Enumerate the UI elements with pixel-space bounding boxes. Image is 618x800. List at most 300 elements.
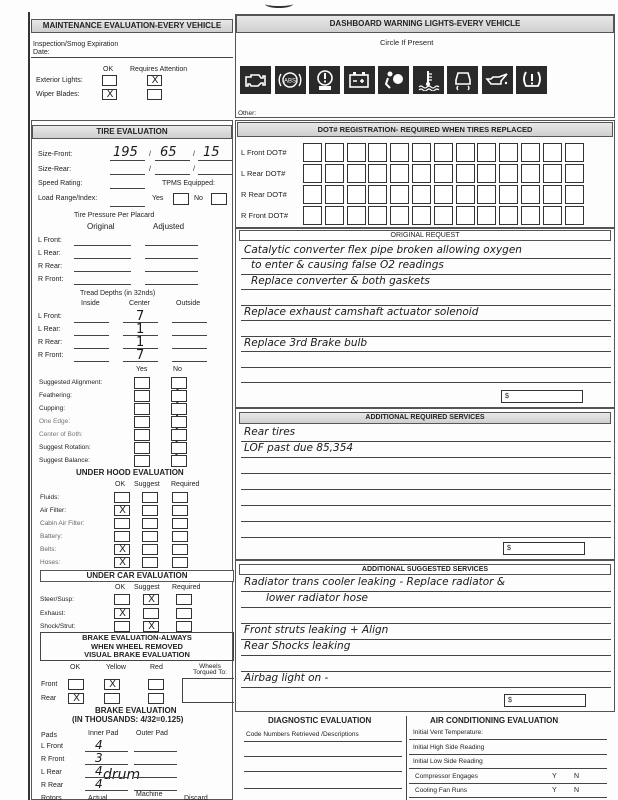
divider (31, 57, 233, 58)
ac-row-field[interactable] (409, 783, 607, 784)
suggested-rule[interactable] (241, 607, 611, 608)
hood-required-checkbox[interactable] (172, 518, 188, 529)
check-engine-icon[interactable] (240, 66, 271, 94)
dot-digit-box[interactable] (499, 143, 518, 162)
under-car-col-suggest: Suggest (134, 584, 160, 591)
x-mark: X (119, 607, 126, 619)
dot-row-label: R Rear DOT# (241, 190, 287, 199)
required-rule[interactable] (241, 457, 611, 458)
tpms-label: TPMS Equipped: (162, 180, 215, 187)
brake-warning-icon[interactable] (309, 66, 340, 94)
request-amount-field[interactable] (501, 390, 583, 403)
tread-position-label: L Front: (38, 313, 62, 320)
diagnostic-header: DIAGNOSTIC EVALUATION (268, 716, 372, 725)
request-rule[interactable] (241, 367, 611, 368)
inner-pad-value: 4 (95, 777, 103, 791)
dot-digit-box[interactable] (434, 164, 453, 183)
additional-required-header: ADDITIONAL REQUIRED SERVICES (239, 412, 611, 424)
dot-digit-box[interactable] (303, 143, 322, 162)
tread-inside-field[interactable] (74, 322, 109, 323)
car-suggest-checkbox[interactable] (143, 594, 159, 605)
condition-yes-checkbox[interactable] (134, 455, 150, 467)
x-mark: X (119, 505, 126, 516)
car-item-label: Exhaust: (40, 609, 66, 617)
hood-required-checkbox[interactable] (172, 505, 188, 516)
ac-no-option[interactable]: N (574, 787, 580, 794)
airbag-icon[interactable] (378, 66, 409, 94)
hood-suggest-checkbox[interactable] (142, 544, 158, 555)
dot-digit-box[interactable] (543, 143, 562, 162)
car-required-checkbox[interactable] (176, 621, 192, 632)
condition-label: Center of Both: (39, 431, 83, 438)
wiper-blades-ok-checkbox[interactable] (102, 89, 117, 100)
actual-label: Actual (88, 795, 108, 800)
condition-label: Suggest Balance: (39, 457, 90, 464)
diagnostic-subtitle: Code Numbers Retrieved /Descriptions (246, 731, 359, 738)
request-rule[interactable] (241, 289, 611, 290)
hood-suggest-checkbox[interactable] (142, 557, 158, 568)
dot-digit-box[interactable] (434, 206, 453, 225)
under-car-header: UNDER CAR EVALUATION (40, 570, 234, 582)
dot-digit-box[interactable] (521, 206, 540, 225)
condition-yes-checkbox[interactable] (134, 390, 150, 402)
pressure-position-label: R Front: (38, 276, 64, 283)
pressure-original-label: Original (87, 222, 115, 231)
pad-row-label: L Rear (41, 769, 62, 776)
suggested-handwritten-line: Radiator trans cooler leaking - Replace radiator & (244, 576, 506, 588)
brake-red-checkbox[interactable] (148, 679, 164, 690)
ac-row-field[interactable] (409, 768, 607, 769)
condition-no-checkbox[interactable] (171, 416, 187, 428)
additional-required-amount-field[interactable] (503, 542, 585, 555)
car-suggest-checkbox[interactable] (143, 621, 159, 632)
hood-suggest-checkbox[interactable] (142, 531, 158, 542)
inner-pad-value: 3 (95, 751, 103, 765)
dot-digit-box[interactable] (543, 164, 562, 183)
dot-digit-box[interactable] (368, 143, 387, 162)
under-hood-col-required: Required (171, 481, 200, 488)
inner-pad-field[interactable] (85, 777, 128, 778)
dot-digit-box[interactable] (477, 164, 496, 183)
condition-no-checkbox[interactable] (171, 390, 187, 402)
tpms-no-checkbox[interactable] (211, 193, 227, 205)
diagnostic-line[interactable] (244, 756, 402, 757)
diagnostic-line[interactable] (244, 741, 402, 742)
suggested-rule[interactable] (241, 687, 611, 688)
tire-pressure-icon[interactable] (516, 66, 547, 94)
brake-col-ok: OK (70, 664, 81, 671)
pads-label: Pads (41, 732, 57, 739)
ac-row-field[interactable] (409, 739, 607, 740)
dot-digit-box[interactable] (565, 143, 584, 162)
suggested-rule[interactable] (241, 655, 611, 656)
no-label: No (173, 366, 182, 373)
dollar-label: $ (507, 545, 511, 552)
dot-digit-box[interactable] (303, 185, 322, 204)
tread-inside-field[interactable] (74, 335, 109, 336)
dot-digit-box[interactable] (390, 185, 409, 204)
required-rule[interactable] (241, 521, 611, 522)
ac-no-option[interactable]: N (574, 772, 580, 780)
dot-digit-box[interactable] (543, 206, 562, 225)
hood-ok-checkbox[interactable] (114, 505, 130, 516)
ac-yes-option[interactable]: Y (552, 772, 557, 780)
other-label: Other: (238, 110, 257, 117)
size-rear-rim-field[interactable] (198, 174, 232, 175)
hood-suggest-checkbox[interactable] (142, 505, 158, 516)
car-required-checkbox[interactable] (176, 594, 192, 605)
brake-visual-title-line: BRAKE EVALUATION-ALWAYS (82, 633, 192, 642)
hood-ok-checkbox[interactable] (114, 518, 130, 529)
dot-digit-box[interactable] (565, 164, 584, 183)
hood-item-label: Cabin Air Filter: (40, 520, 85, 527)
slash: / (193, 166, 195, 173)
pressure-original-field[interactable] (74, 271, 131, 272)
request-rule[interactable] (241, 351, 611, 352)
hood-item-label: Fluids: (40, 494, 60, 501)
load-range-field[interactable] (110, 206, 145, 207)
size-front-aspect-value: 65 (160, 145, 177, 160)
diagnostic-line[interactable] (244, 771, 402, 772)
brake-eval-subtitle: (IN THOUSANDS: 4/32=0.125) (72, 715, 184, 724)
ac-row-field[interactable] (409, 797, 607, 798)
yes-label: Yes (136, 366, 148, 373)
outer-pad-field[interactable] (134, 764, 177, 765)
outer-pad-field[interactable] (134, 751, 177, 752)
hood-ok-checkbox[interactable] (114, 531, 130, 542)
hood-required-checkbox[interactable] (172, 492, 188, 503)
tread-inside-field[interactable] (74, 361, 109, 362)
slash: / (149, 151, 151, 158)
date-label: Date: (33, 49, 50, 56)
dot-digit-box[interactable] (477, 206, 496, 225)
dot-digit-box[interactable] (368, 185, 387, 204)
diagnostic-ac-divider (406, 716, 407, 800)
diagnostic-line[interactable] (244, 788, 402, 789)
condition-no-checkbox[interactable] (171, 429, 187, 441)
dot-digit-box[interactable] (565, 185, 584, 204)
pressure-adjusted-label: Adjusted (153, 222, 185, 231)
pressure-title: Tire Pressure Per Placard (74, 212, 155, 219)
car-ok-checkbox[interactable] (114, 608, 130, 619)
brake-yellow-checkbox[interactable] (104, 693, 120, 704)
suggested-handwritten-line: lower radiator hose (266, 592, 369, 604)
battery-icon[interactable] (344, 66, 375, 94)
brake-visual-header (40, 632, 234, 661)
brake-red-checkbox[interactable] (148, 693, 164, 704)
brake-eval-title: BRAKE EVALUATION (95, 706, 177, 715)
suggested-handwritten-line: Rear Shocks leaking (244, 640, 351, 652)
dot-digit-box[interactable] (477, 185, 496, 204)
traction-control-icon[interactable] (447, 66, 478, 94)
x-mark: X (148, 594, 155, 605)
dashboard-header: DASHBOARD WARNING LIGHTS-EVERY VEHICLE (236, 15, 614, 33)
dot-digit-box[interactable] (456, 185, 475, 204)
size-front-aspect-field[interactable] (155, 160, 190, 161)
dollar-label: $ (508, 697, 512, 704)
size-front-width-field[interactable] (110, 160, 145, 161)
dot-digit-box[interactable] (499, 164, 518, 183)
inner-pad-field[interactable] (85, 764, 128, 765)
dot-digit-box[interactable] (521, 143, 540, 162)
condition-label: One Edge: (39, 418, 71, 425)
exterior-lights-label: Exterior Lights: (36, 77, 83, 84)
brake-row-label: Front (41, 681, 58, 688)
condition-no-checkbox[interactable] (171, 442, 187, 454)
x-mark: X (151, 75, 159, 86)
hood-ok-checkbox[interactable] (114, 544, 130, 555)
tread-outside-field[interactable] (172, 335, 207, 336)
hood-item-label: Battery: (40, 533, 63, 540)
ac-row-label: Initial High Side Reading (413, 743, 485, 751)
size-rear-width-field[interactable] (110, 174, 145, 175)
oil-pressure-icon[interactable] (482, 66, 513, 94)
tread-outside-field[interactable] (172, 322, 207, 323)
tread-center-value: 1 (136, 335, 145, 350)
condition-yes-checkbox[interactable] (134, 416, 150, 428)
tpms-no-label: No (194, 195, 203, 202)
dot-digit-box[interactable] (325, 143, 344, 162)
request-handwritten-line: Replace exhaust camshaft actuator solenoid (244, 305, 479, 318)
required-handwritten-line: LOF past due 85,354 (244, 442, 354, 454)
required-rule[interactable] (241, 537, 611, 538)
tread-center-value: 7 (136, 348, 145, 363)
abs-icon[interactable] (275, 66, 306, 94)
ac-row-label: Initial Vent Temperature: (413, 729, 483, 736)
dot-digit-box[interactable] (412, 164, 431, 183)
dot-digit-box[interactable] (325, 206, 344, 225)
tpms-yes-label: Yes (152, 195, 164, 202)
dot-digit-box[interactable] (347, 164, 366, 183)
tread-outside-field[interactable] (172, 348, 207, 349)
hood-required-checkbox[interactable] (172, 531, 188, 542)
dot-digit-box[interactable] (390, 206, 409, 225)
condition-label: Feathering: (39, 392, 72, 399)
inner-pad-value: 4 (95, 738, 103, 752)
machine-label: Machine (136, 791, 163, 798)
car-required-checkbox[interactable] (176, 608, 192, 619)
dot-digit-box[interactable] (368, 206, 387, 225)
required-rule[interactable] (241, 489, 611, 490)
exterior-lights-attention-checkbox[interactable] (147, 75, 162, 86)
condition-yes-checkbox[interactable] (134, 377, 150, 389)
col-ok: OK (103, 66, 114, 73)
under-hood-header: UNDER HOOD EVALUATION (76, 468, 184, 477)
car-ok-checkbox[interactable] (114, 594, 130, 605)
dot-digit-box[interactable] (303, 206, 322, 225)
wiper-blades-label: Wiper Blades: (36, 91, 80, 98)
outer-pad-field[interactable] (134, 777, 177, 778)
ac-yes-option[interactable]: Y (552, 787, 557, 794)
dot-digit-box[interactable] (565, 206, 584, 225)
condition-no-checkbox[interactable] (171, 377, 187, 389)
ac-row-label: Cooling Fan Runs (415, 787, 468, 794)
pressure-original-field[interactable] (74, 245, 131, 246)
pressure-adjusted-field[interactable] (145, 258, 198, 259)
wiper-blades-attention-checkbox[interactable] (147, 89, 162, 100)
suggested-handwritten-line: Airbag light on - (244, 672, 329, 684)
dot-row-label: L Front DOT# (241, 148, 287, 157)
dot-digit-box[interactable] (412, 185, 431, 204)
dot-digit-box[interactable] (499, 185, 518, 204)
under-car-col-ok: OK (115, 584, 126, 591)
car-item-label: Steer/Susp: (40, 596, 74, 603)
condition-no-checkbox[interactable] (171, 403, 187, 415)
under-hood-col-suggest: Suggest (134, 481, 160, 488)
tire-header: TIRE EVALUATION (32, 125, 232, 139)
dot-digit-box[interactable] (521, 185, 540, 204)
ac-row-label: Compressor Engages (415, 772, 478, 780)
brake-ok-checkbox[interactable] (68, 693, 84, 704)
dot-digit-box[interactable] (499, 206, 518, 225)
tread-center-label: Center (129, 300, 151, 307)
pressure-original-field[interactable] (74, 284, 131, 285)
torque-label: Wheels Torqued To: (193, 663, 227, 676)
tread-inside-field[interactable] (74, 348, 109, 349)
maintenance-header: MAINTENANCE EVALUATION-EVERY VEHICLE (31, 19, 233, 33)
x-mark: X (119, 557, 126, 568)
torque-field[interactable] (182, 678, 234, 703)
tread-outside-label: Outside (176, 300, 201, 307)
hood-required-checkbox[interactable] (172, 544, 188, 555)
outer-pad-field[interactable] (134, 790, 177, 791)
inner-pad-field[interactable] (85, 790, 128, 791)
pressure-original-field[interactable] (74, 258, 131, 259)
drum-note: drum (103, 767, 141, 783)
tread-center-value: 7 (136, 309, 145, 324)
under-car-col-required: Required (172, 584, 201, 591)
pressure-adjusted-field[interactable] (145, 271, 198, 272)
required-rule[interactable] (241, 505, 611, 506)
dot-digit-box[interactable] (347, 185, 366, 204)
required-rule[interactable] (241, 473, 611, 474)
dot-digit-box[interactable] (325, 164, 344, 183)
pressure-position-label: L Rear: (38, 250, 61, 257)
car-ok-checkbox[interactable] (114, 621, 130, 632)
dot-digit-box[interactable] (456, 164, 475, 183)
col-requires-attention: Requires Attention (130, 66, 188, 73)
hood-suggest-checkbox[interactable] (142, 518, 158, 529)
size-rear-label: Size-Rear: (38, 166, 72, 173)
dot-digit-box[interactable] (303, 164, 322, 183)
request-rule[interactable] (241, 320, 611, 321)
condition-label: Suggest Rotation: (39, 444, 91, 451)
ac-row-label: Initial Low Side Reading (413, 758, 483, 765)
hood-ok-checkbox[interactable] (114, 492, 130, 503)
exterior-lights-ok-checkbox[interactable] (102, 75, 117, 86)
dot-digit-box[interactable] (347, 206, 366, 225)
inner-pad-field[interactable] (85, 751, 128, 752)
speed-rating-label: Speed Rating: (38, 180, 83, 187)
dot-digit-box[interactable] (347, 143, 366, 162)
dot-digit-box[interactable] (368, 164, 387, 183)
car-suggest-checkbox[interactable] (143, 608, 159, 619)
size-rear-aspect-field[interactable] (155, 174, 190, 175)
dot-digit-box[interactable] (434, 143, 453, 162)
brake-col-yellow: Yellow (106, 664, 126, 671)
dot-digit-box[interactable] (412, 143, 431, 162)
svg-text:ABS: ABS (283, 78, 297, 85)
hood-suggest-checkbox[interactable] (142, 492, 158, 503)
brake-visual-title-line: VISUAL BRAKE EVALUATION (84, 650, 190, 659)
tread-center-value: 1 (136, 322, 145, 337)
brake-yellow-checkbox[interactable] (104, 679, 120, 690)
additional-suggested-amount-field[interactable] (504, 694, 586, 707)
dot-digit-box[interactable] (456, 143, 475, 162)
ac-header: AIR CONDITIONING EVALUATION (430, 716, 559, 725)
tread-position-label: R Front: (38, 352, 64, 359)
tread-outside-field[interactable] (172, 361, 207, 362)
discard-label: Discard (184, 795, 208, 800)
under-hood-col-ok: OK (115, 481, 126, 488)
hood-item-label: Air Filter: (40, 507, 66, 514)
brake-ok-checkbox[interactable] (68, 679, 84, 690)
condition-label: Cupping: (39, 405, 66, 412)
request-rule[interactable] (241, 382, 611, 383)
slash: / (149, 166, 151, 173)
dot-digit-box[interactable] (477, 143, 496, 162)
pad-row-label: L Front (41, 743, 63, 750)
left-border (28, 12, 30, 800)
dot-digit-box[interactable] (412, 206, 431, 225)
coolant-temp-icon[interactable] (413, 66, 444, 94)
condition-yes-checkbox[interactable] (134, 403, 150, 415)
dot-digit-box[interactable] (543, 185, 562, 204)
tread-inside-label: Inside (81, 300, 100, 307)
speed-rating-field[interactable] (110, 188, 145, 189)
request-handwritten-line: Replace 3rd Brake bulb (244, 336, 368, 349)
outer-pad-label: Outer Pad (136, 730, 168, 737)
dot-header: DOT# REGISTRATION- REQUIRED WHEN TIRES REPLACED (237, 122, 613, 137)
pressure-position-label: L Front: (38, 237, 62, 244)
size-front-rim-field[interactable] (198, 160, 232, 161)
car-item-label: Shock/Strut: (40, 623, 76, 630)
dot-row-label: L Rear DOT# (241, 169, 286, 178)
original-request-header: ORIGINAL REQUEST (239, 230, 611, 241)
punch-mark (265, 0, 293, 8)
x-mark: X (109, 679, 116, 690)
pressure-adjusted-field[interactable] (145, 284, 198, 285)
condition-no-checkbox[interactable] (171, 455, 187, 467)
rotors-label: Rotors (41, 795, 62, 800)
tpms-yes-checkbox[interactable] (173, 193, 189, 205)
load-range-label: Load Range/Index: (38, 195, 98, 202)
dot-digit-box[interactable] (521, 164, 540, 183)
x-mark: X (73, 693, 80, 704)
dot-digit-box[interactable] (390, 164, 409, 183)
suggested-handwritten-line: Front struts leaking + Align (244, 624, 389, 636)
hood-required-checkbox[interactable] (172, 557, 188, 568)
dollar-label: $ (505, 393, 509, 400)
dot-digit-box[interactable] (325, 185, 344, 204)
ac-row-field[interactable] (409, 754, 607, 755)
pad-row-label: R Rear (41, 782, 64, 789)
condition-yes-checkbox[interactable] (134, 442, 150, 454)
dot-digit-box[interactable] (434, 185, 453, 204)
pressure-adjusted-field[interactable] (145, 245, 198, 246)
dot-digit-box[interactable] (390, 143, 409, 162)
hood-ok-checkbox[interactable] (114, 557, 130, 568)
request-handwritten-line: Catalytic converter flex pipe broken allowing oxygen (244, 243, 522, 256)
x-mark: X (106, 89, 114, 100)
hood-item-label: Belts: (40, 546, 57, 553)
x-mark: X (148, 621, 155, 632)
circle-if-present-label: Circle If Present (380, 38, 434, 47)
slash: / (193, 151, 195, 158)
required-handwritten-line: Rear tires (244, 426, 296, 438)
condition-yes-checkbox[interactable] (134, 429, 150, 441)
dot-digit-box[interactable] (456, 206, 475, 225)
